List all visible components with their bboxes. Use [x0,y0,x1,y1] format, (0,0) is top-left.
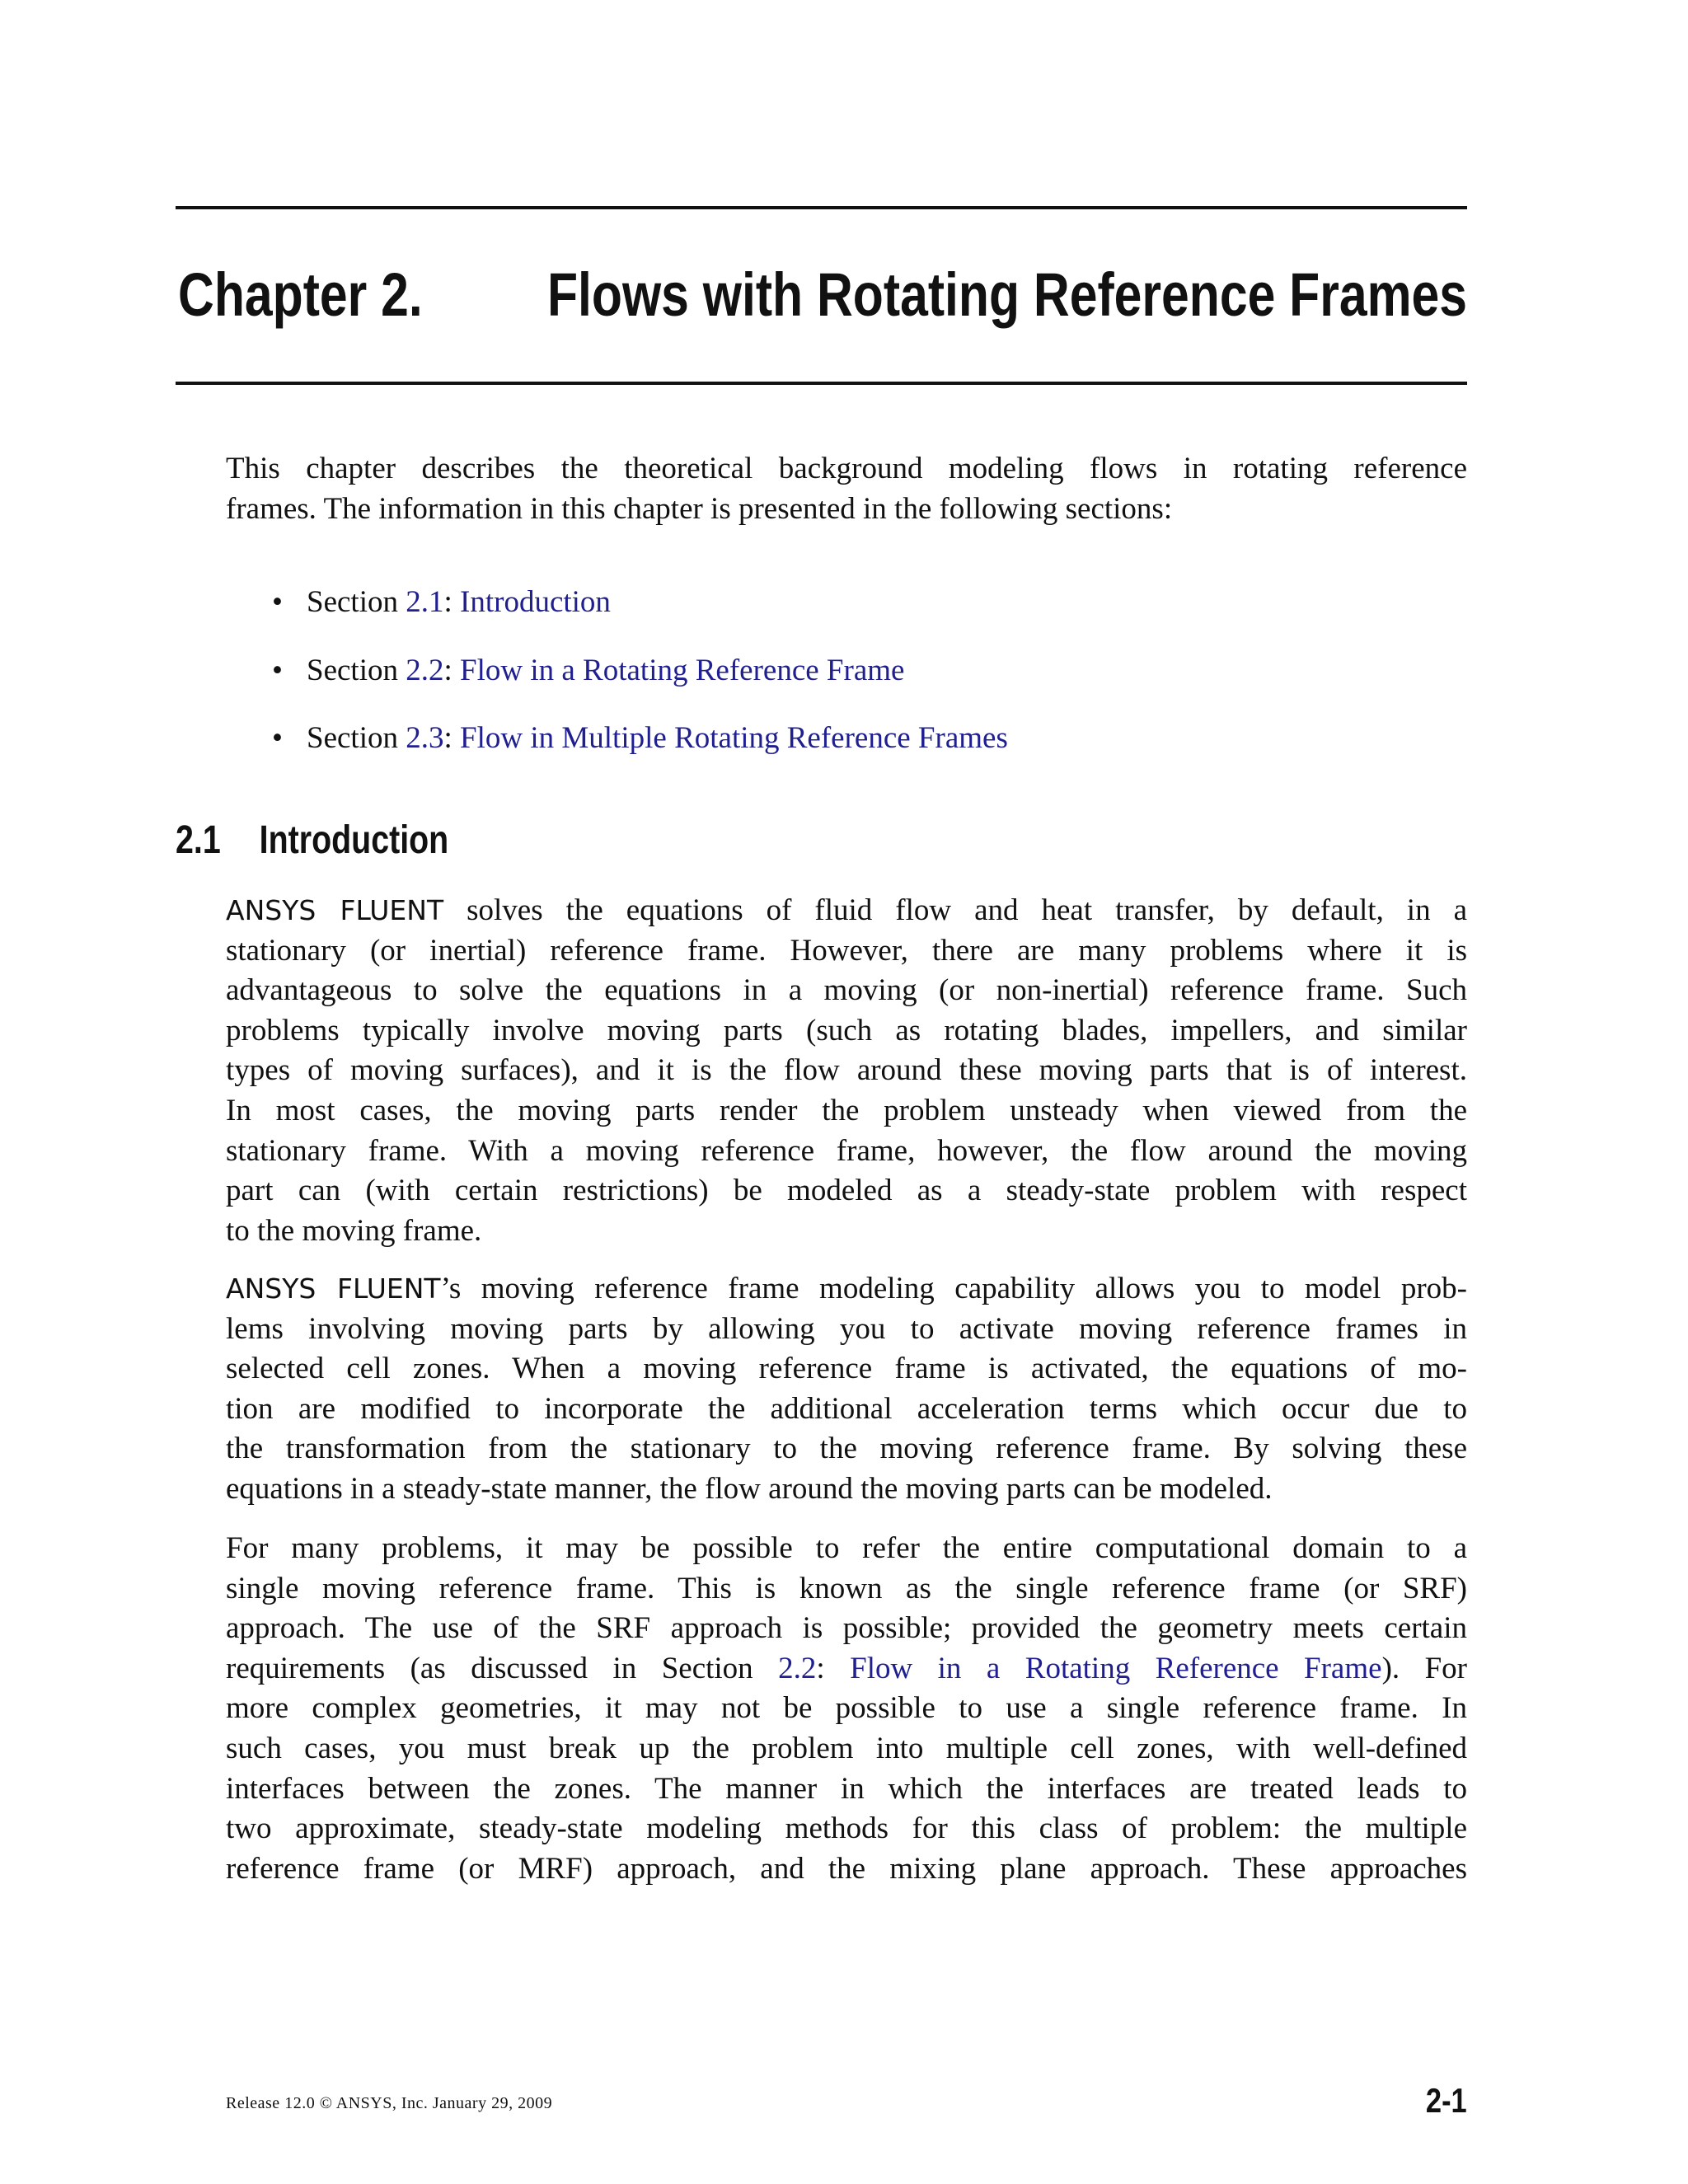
section-title: Introduction [259,818,449,862]
text-run: problems typically involve moving parts (such as rotating blades, impellers, and similar [226,1013,1467,1047]
text-line [226,1091,1467,1131]
text-run: ). For [1381,1651,1467,1685]
text-line [226,971,1467,1010]
text-line [226,1689,1467,1728]
text-run: reference frame (or MRF) approach, and the mixing plane approach. These approaches [226,1851,1467,1886]
section-list-prefix: Section [307,585,406,619]
section-list-sep: : [443,721,461,755]
top-rule [176,206,1467,209]
text-line [226,449,1467,489]
text-run: part can (with certain restrictions) be modeled as a steady-state problem with respect [226,1174,1467,1208]
bullet-icon: • [272,585,283,619]
bullet-icon: • [272,654,283,687]
section-heading [176,816,448,865]
text-run: the transformation from the stationary to the moving reference frame. By solving these [226,1432,1467,1466]
text-run: approach. The use of the SRF approach is possible; provided the geometry meets certain [226,1611,1467,1646]
text-run: This chapter describes the theoretical background modeling flows in rotating reference [226,452,1467,485]
chapter-title: Flows with Rotating Reference Frames [546,260,1467,329]
text-line [226,1529,1467,1568]
text-line [226,1649,1467,1689]
text-run: ’s moving reference frame modeling capability allows you to model prob- [440,1272,1467,1305]
text-line [226,1609,1467,1648]
bullet-icon: • [272,721,283,755]
text-line [226,1390,1467,1429]
section-list-item [307,719,1008,758]
text-run: tion are modified to incorporate the additional acceleration terms which occur due to [226,1391,1467,1426]
section-link-number[interactable]: 2.2 [406,654,444,687]
section-list-sep: : [443,654,461,687]
text-line [226,1132,1467,1171]
cross-reference-link[interactable]: Flow in a Rotating Reference Frame [850,1651,1382,1685]
text-line [226,931,1467,971]
section-link-title[interactable]: Introduction [460,585,611,619]
text-run: In most cases, the moving parts render the problem unsteady when viewed from the [226,1094,1467,1127]
text-run: types of moving surfaces), and it is the flow around these moving parts that is of interest. [226,1053,1467,1088]
text-run: For many problems, it may be possible to refer the entire computational domain to a [226,1531,1467,1565]
text-line [226,1809,1467,1849]
text-run: : [816,1651,851,1685]
text-line [226,1569,1467,1609]
text-run: equations in a steady-state manner, the flow around the moving parts can be modeled. [226,1472,1273,1506]
product-name: ANSYS FLUENT [226,1272,441,1305]
text-run: lems involving moving parts by allowing you to activate moving reference frames in [226,1311,1467,1346]
text-run: interfaces between the zones. The manner in which the interfaces are treated leads to [226,1771,1467,1806]
text-line [226,490,1467,529]
text-run: single moving reference frame. This is known as the single reference frame (or SRF) [226,1571,1467,1605]
section-link-title[interactable]: Flow in Multiple Rotating Reference Frames [460,721,1008,755]
section-list-item [307,651,904,691]
text-run: such cases, you must break up the problem into multiple cell zones, with well-defined [226,1732,1467,1765]
section-number: 2.1 [176,818,221,862]
text-line [226,1269,1467,1309]
text-run: requirements (as discussed in Section [226,1651,779,1685]
text-line [226,891,1467,930]
page-number: 2-1 [1426,2081,1467,2120]
bottom-rule [176,382,1467,385]
text-run: stationary (or inertial) reference frame. However, there are many problems where it is [226,933,1467,968]
text-run: solves the equations of fluid flow and heat transfer, by default, in a [443,893,1467,927]
text-line [226,1729,1467,1769]
product-name: ANSYS FLUENT [226,894,444,926]
text-line [226,1310,1467,1349]
text-line [226,1011,1467,1051]
footer-release: Release 12.0 © ANSYS, Inc. January 29, 2009 [226,2094,553,2112]
section-list-sep: : [443,585,461,619]
text-run: selected cell zones. When a moving reference frame is activated, the equations of mo- [226,1352,1467,1386]
text-line [226,1171,1467,1211]
section-link-title[interactable]: Flow in a Rotating Reference Frame [460,654,905,687]
text-run: stationary frame. With a moving reference frame, however, the flow around the moving [226,1133,1467,1168]
section-list-item [307,583,611,622]
text-line [226,1212,1467,1251]
text-line [226,1051,1467,1090]
text-line [226,1849,1467,1889]
chapter-number: Chapter 2. [178,260,423,329]
section-list-prefix: Section [307,654,406,687]
text-run: to the moving frame. [226,1213,482,1248]
section-link-number[interactable]: 2.3 [406,721,444,755]
text-line [226,1429,1467,1469]
cross-reference-link[interactable]: 2.2 [778,1651,817,1685]
section-link-number[interactable]: 2.1 [406,585,444,619]
text-run: two approximate, steady-state modeling methods for this class of problem: the multiple [226,1811,1467,1846]
text-run: frames. The information in this chapter is presented in the following sections: [226,491,1173,526]
text-run: advantageous to solve the equations in a moving (or non-inertial) reference frame. Such [226,973,1467,1008]
text-run: more complex geometries, it may not be possible to use a single reference frame. In [226,1691,1467,1726]
text-line [226,1349,1467,1389]
text-line [226,1469,1467,1509]
section-list-prefix: Section [307,721,406,755]
text-line [226,1769,1467,1809]
